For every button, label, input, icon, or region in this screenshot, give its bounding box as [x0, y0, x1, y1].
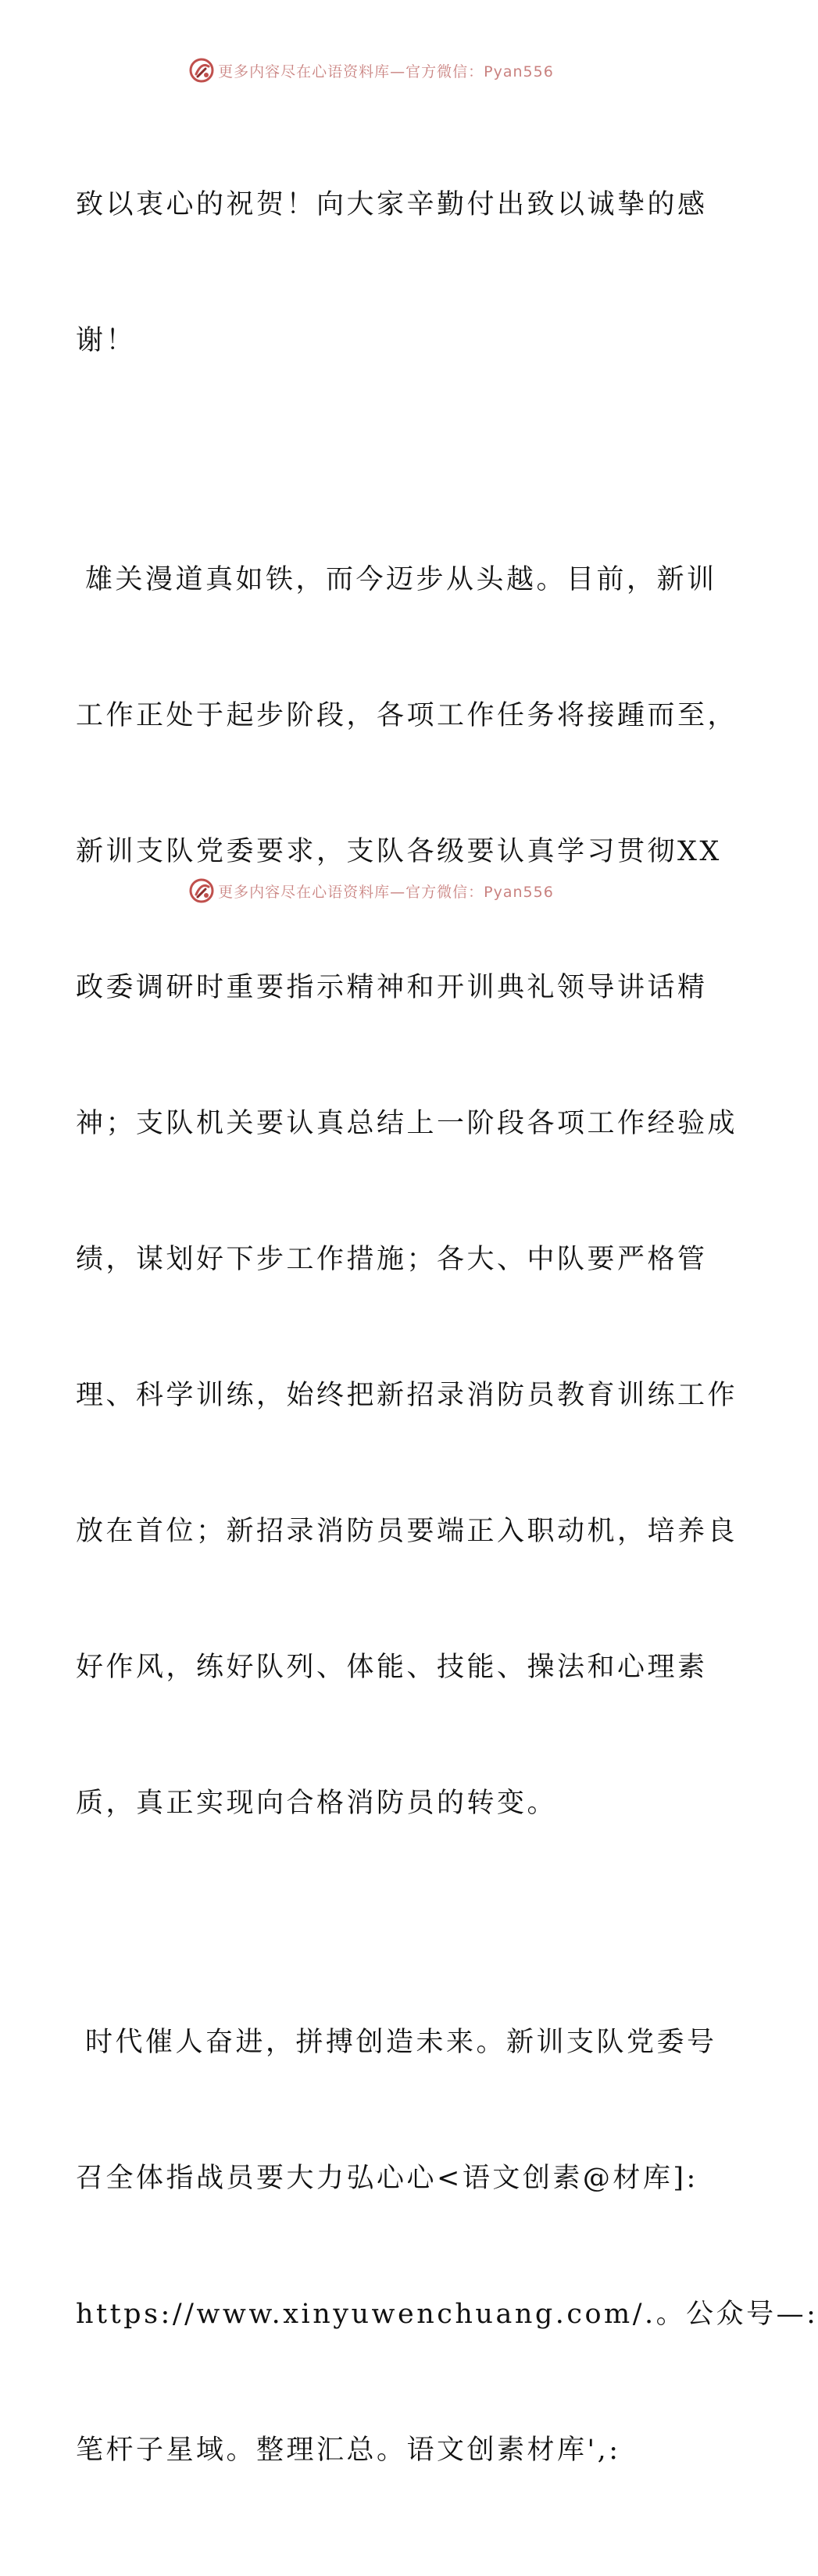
header-banner-text: 更多内容尽在心语资料库—官方微信：Pyan556 — [218, 63, 554, 80]
text-line: 致以衷心的祝贺！向大家辛勤付出致以诚挚的感 — [76, 189, 708, 220]
text-line: 放在首位；新招录消防员要端正入职动机，培养良 — [76, 1516, 738, 1547]
paragraph-2 — [76, 466, 738, 1917]
text-line: 谢！ — [76, 325, 137, 356]
footer-banner — [0, 875, 742, 906]
text-line: 时代催人奋进，拼搏创造未来。新训支队党委号 — [85, 2027, 717, 2058]
text-line: 雄关漫道真如铁，而今迈步从头越。目前，新训 — [85, 564, 717, 595]
text-line: 绩，谋划好下步工作措施；各大、中队要严格管 — [76, 1244, 708, 1275]
paragraph-3 — [76, 1929, 818, 2563]
text-line: 召全体指战员要大力弘心心<语文创素@材库]: — [76, 2163, 698, 2194]
paragraph-1 — [76, 91, 708, 454]
text-line: 笔杆子星域。整理汇总。语文创素材库',: — [76, 2435, 621, 2466]
text-line: 理、科学训练，始终把新招录消防员教育训练工作 — [76, 1380, 738, 1411]
text-line: https://www.xinyuwenchuang.com/.。公众号—: — [76, 2299, 818, 2330]
text-line: 政委调研时重要指示精神和开训典礼领导讲话精 — [76, 972, 708, 1003]
footer-banner-text: 更多内容尽在心语资料库—官方微信：Pyan556 — [218, 883, 554, 901]
header-banner — [0, 55, 742, 86]
text-line: 工作正处于起步阶段，各项工作任务将接踵而至， — [76, 700, 738, 731]
brand-logo-icon — [188, 57, 215, 84]
document-body — [76, 91, 818, 2576]
text-line: 质，真正实现向合格消防员的转变。 — [76, 1788, 558, 1819]
brand-logo-icon — [188, 877, 215, 904]
text-line: 新训支队党委要求，支队各级要认真学习贯彻XX — [76, 836, 722, 867]
text-line: 好作风，练好队列、体能、技能、操法和心理素 — [76, 1652, 708, 1683]
text-line: 神；支队机关要认真总结上一阶段各项工作经验成 — [76, 1108, 738, 1139]
